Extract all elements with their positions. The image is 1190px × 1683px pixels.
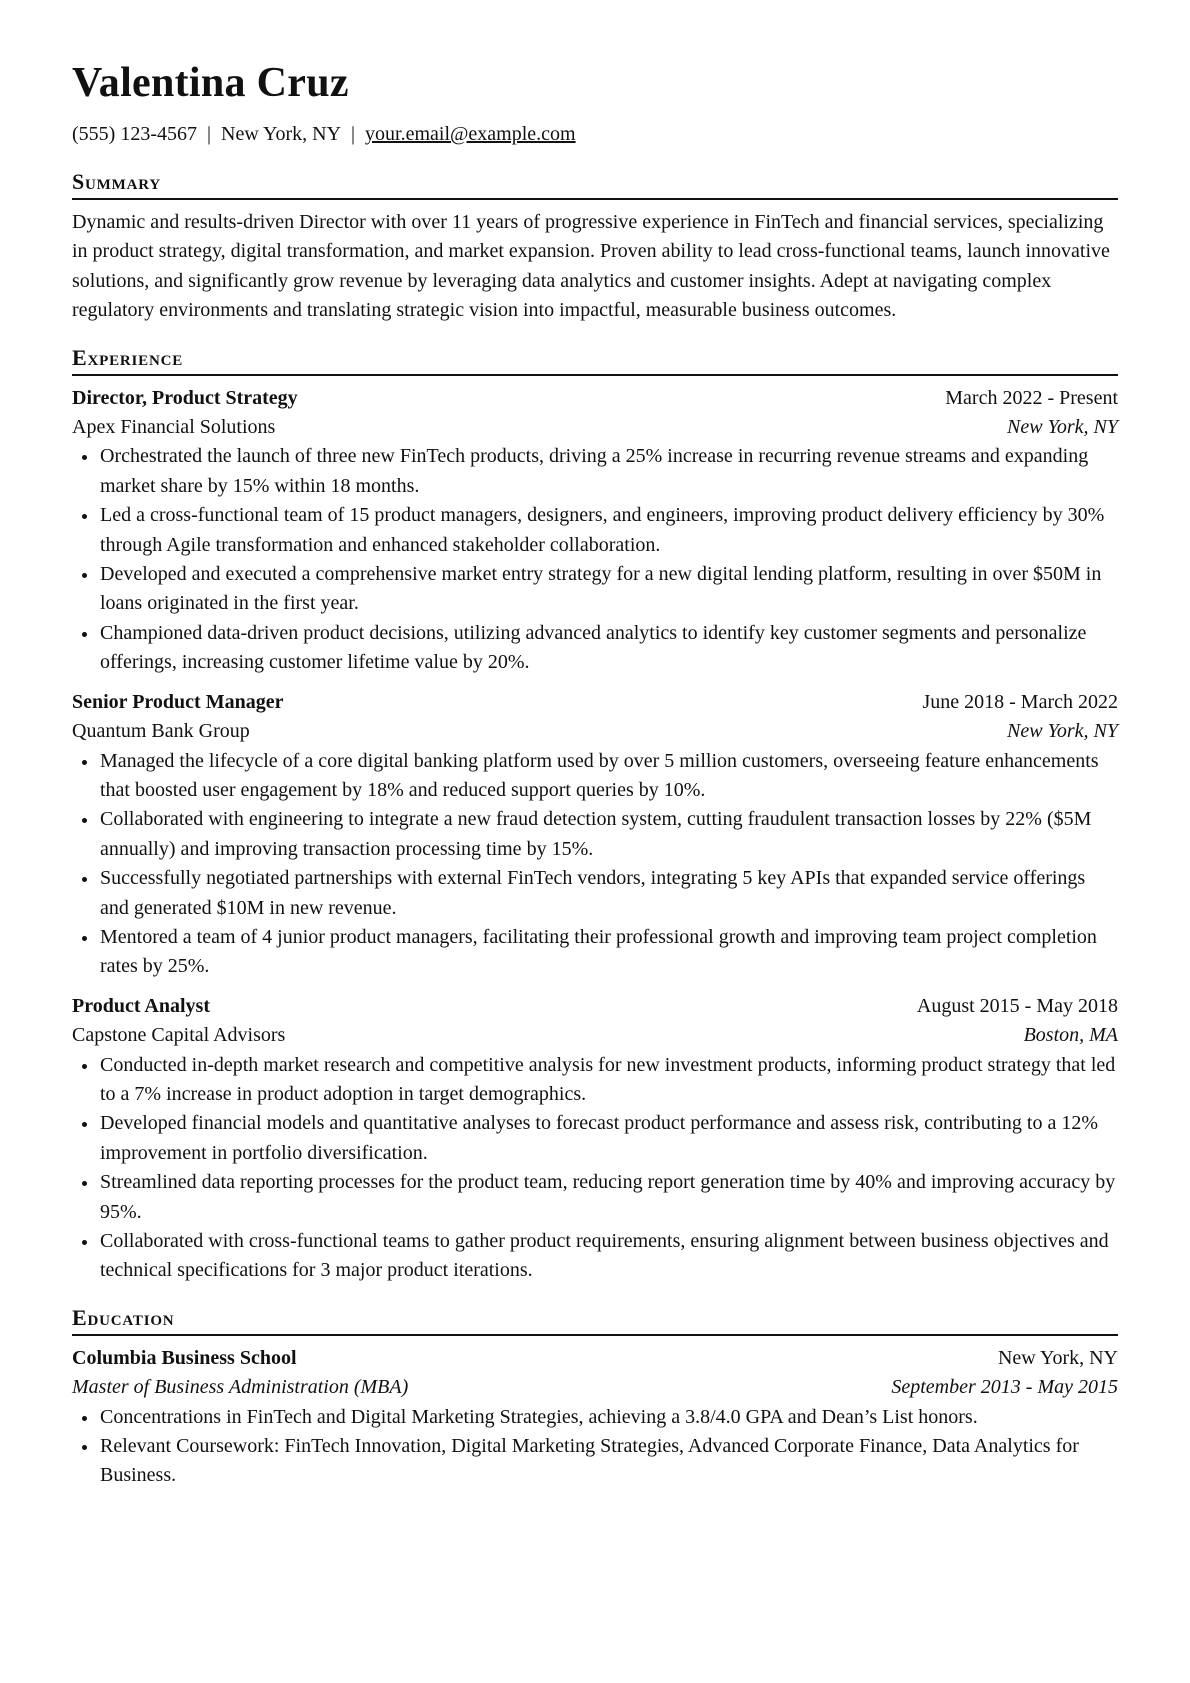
- job-header: [72, 384, 1118, 413]
- bullet-item: Mentored a team of 4 junior product managers, facilitating their professional growth and improving team project completion rates by 25%.: [72, 923, 1118, 982]
- job-entry-quantum: [72, 688, 1118, 982]
- job-bullets: [72, 1051, 1118, 1286]
- education-entry: [72, 1344, 1118, 1491]
- bullet-item: Relevant Coursework: FinTech Innovation, Digital Marketing Strategies, Advanced Corporate Finance, Data Analytics for Business.: [72, 1432, 1118, 1491]
- bullet-item: Orchestrated the launch of three new FinTech products, driving a 25% increase in recurring revenue streams and expanding market share by 15% within 18 months.: [72, 442, 1118, 501]
- job-header: [72, 688, 1118, 717]
- bullet-item: Developed and executed a comprehensive market entry strategy for a new digital lending platform, resulting in over $50M in loans originated in the first year.: [72, 560, 1118, 619]
- job-dates: August 2015 - May 2018: [916, 994, 1118, 1017]
- bullet-item: Developed financial models and quantitative analyses to forecast product performance and assess risk, contributing to a 12% improvement in portfolio diversification.: [72, 1109, 1118, 1168]
- section-title-summary: Summary: [72, 168, 1118, 200]
- job-company: Capstone Capital Advisors: [72, 1024, 286, 1047]
- job-bullets: [72, 747, 1118, 982]
- bullet-item: Streamlined data reporting processes for the product team, reducing report generation time by 40% and improving accuracy by 95%.: [72, 1168, 1118, 1227]
- bullet-item: Led a cross-functional team of 15 product managers, designers, and engineers, improving product delivery efficiency by 30% through Agile transformation and enhanced stakeholder collaboration.: [72, 501, 1118, 560]
- degree-name: Master of Business Administration (MBA): [72, 1376, 409, 1399]
- education-bullets: [72, 1403, 1118, 1491]
- education-subheader: [72, 1373, 1118, 1402]
- bullet-item: Collaborated with cross-functional teams to gather product requirements, ensuring alignment between business objectives and technical specifications for 3 major product iterations.: [72, 1227, 1118, 1286]
- job-subheader: [72, 413, 1118, 442]
- contact-line: [72, 120, 1118, 148]
- bullet-item: Managed the lifecycle of a core digital banking platform used by over 5 million customers, overseeing feature enhancements that boosted user engagement by 18% and reduced support queries by 10%.: [72, 747, 1118, 806]
- job-location: Boston, MA: [1023, 1024, 1118, 1047]
- summary-text: Dynamic and results-driven Director with over 11 years of progressive experience in FinTech and financial services, specializing in product strategy, digital transformation, and market expansion. Proven ability to lead cross-functional teams, launch innovative solutions, and significantly grow revenue by leveraging data analytics and customer insights. Adept at navigating complex regulatory environments and translating strategic vision into impactful, measurable business outcomes.: [72, 211, 1110, 322]
- bullet-item: Concentrations in FinTech and Digital Marketing Strategies, achieving a 3.8/4.0 GPA and Dean’s List honors.: [72, 1403, 1118, 1432]
- education-header: [72, 1344, 1118, 1373]
- job-role: Senior Product Manager: [72, 690, 284, 713]
- contact-separator: |: [206, 123, 211, 145]
- job-subheader: [72, 717, 1118, 746]
- job-dates: March 2022 - Present: [945, 386, 1118, 409]
- phone-number: (555) 123-4567: [72, 123, 197, 145]
- job-entry-apex: [72, 384, 1118, 678]
- candidate-name: Valentina Cruz: [72, 60, 349, 106]
- section-title-education: Education: [72, 1304, 1118, 1336]
- bullet-item: Collaborated with engineering to integrate a new fraud detection system, cutting fraudulent transaction losses by 22% ($5M annually) and improving transaction processing time by 15%.: [72, 805, 1118, 864]
- job-dates: June 2018 - March 2022: [922, 690, 1118, 713]
- job-role: Director, Product Strategy: [72, 386, 298, 409]
- education-dates: September 2013 - May 2015: [891, 1376, 1118, 1399]
- job-subheader: [72, 1021, 1118, 1050]
- contact-location: New York, NY: [221, 123, 342, 145]
- section-title-experience: Experience: [72, 344, 1118, 376]
- job-role: Product Analyst: [72, 994, 210, 1017]
- experience-section: [72, 344, 1118, 1286]
- bullet-item: Championed data-driven product decisions, utilizing advanced analytics to identify key customer segments and personalize offerings, increasing customer lifetime value by 20%.: [72, 619, 1118, 678]
- bullet-item: Conducted in-depth market research and competitive analysis for new investment products, informing product strategy that led to a 7% increase in product adoption in target demographics.: [72, 1051, 1118, 1110]
- school-location: New York, NY: [997, 1346, 1118, 1369]
- summary-section: [72, 168, 1118, 326]
- job-bullets: [72, 442, 1118, 677]
- job-header: [72, 992, 1118, 1021]
- contact-separator: |: [351, 123, 356, 145]
- education-section: [72, 1304, 1118, 1491]
- email-link[interactable]: your.email@example.com: [365, 123, 576, 145]
- school-name: Columbia Business School: [72, 1346, 297, 1369]
- job-location: New York, NY: [1007, 720, 1118, 743]
- job-location: New York, NY: [1007, 416, 1118, 439]
- job-company: Apex Financial Solutions: [72, 416, 276, 439]
- bullet-item: Successfully negotiated partnerships with external FinTech vendors, integrating 5 key APIs that expanded service offerings and generated $10M in new revenue.: [72, 864, 1118, 923]
- job-entry-capstone: [72, 992, 1118, 1286]
- job-company: Quantum Bank Group: [72, 720, 250, 743]
